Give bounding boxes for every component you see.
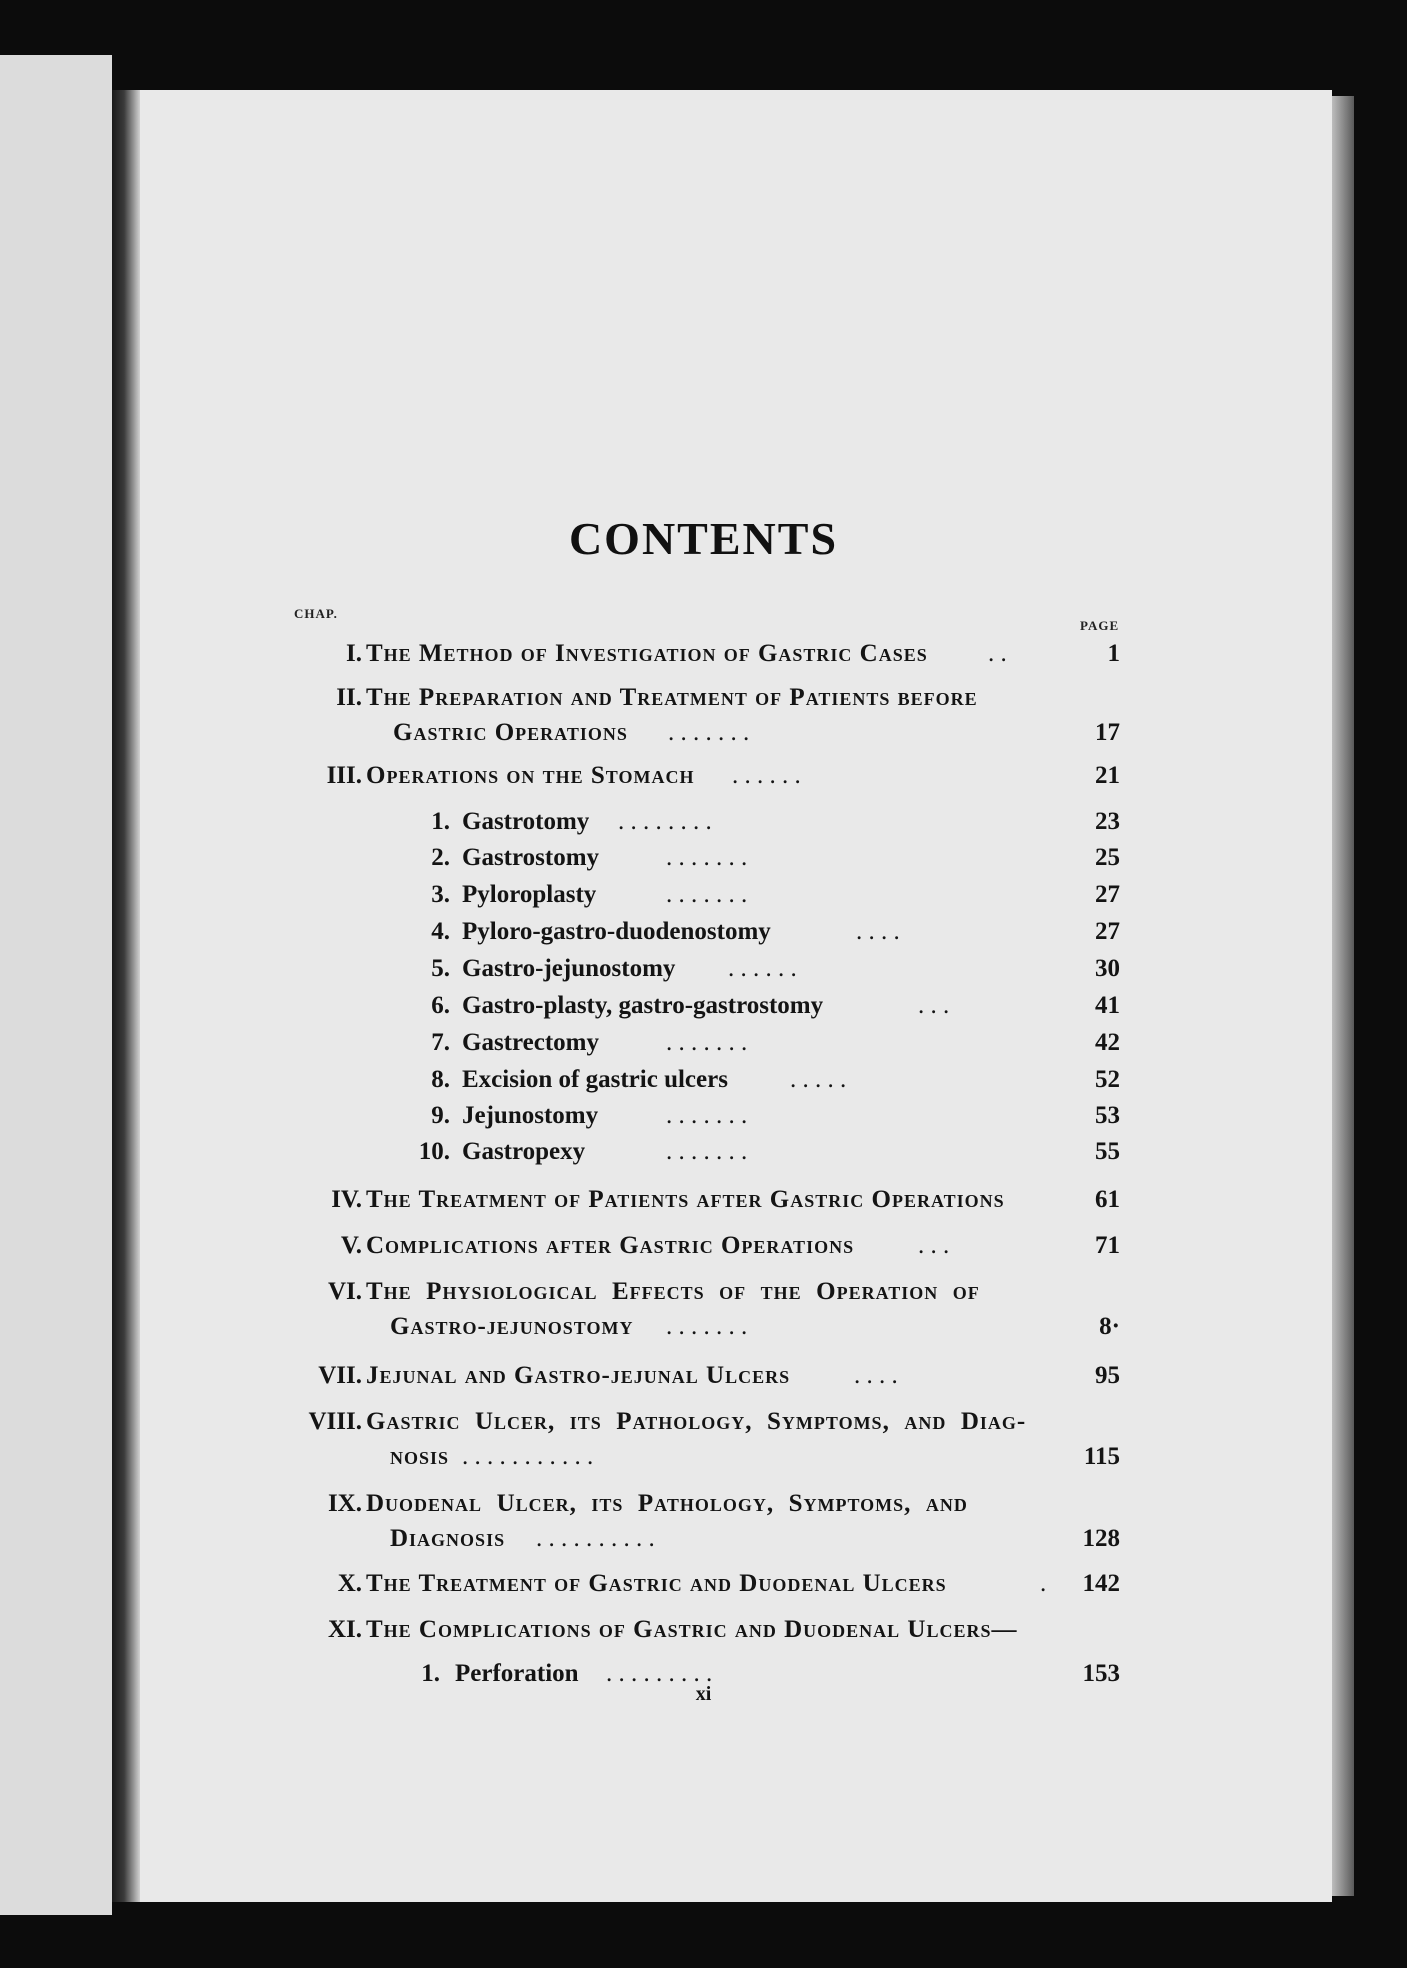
page-number: 27 (1095, 881, 1120, 908)
entry-title: Gastric Operations (393, 719, 628, 746)
entry-title: Duodenal Ulcer, its Pathology, Symptoms, and (366, 1490, 968, 1517)
leader-dots: . . . . . . . . (618, 808, 712, 835)
leader-dots: . . . . . . . (666, 1029, 748, 1056)
toc-entry-continuation (0, 719, 1407, 755)
entry-title: The Method of Investigation of Gastric Cases (366, 640, 928, 667)
section-number: 9. (431, 1102, 450, 1129)
entry-title: Diagnosis (390, 1525, 506, 1552)
toc-entry (0, 1616, 1407, 1652)
leader-dots: . . . . . . . (666, 844, 748, 871)
page-number: 53 (1095, 1102, 1120, 1129)
leader-dots: . . . . . . . (668, 719, 750, 746)
toc-entry-continuation (0, 1443, 1407, 1479)
toc-entry (0, 1362, 1407, 1398)
toc-subentry (0, 955, 1407, 991)
leader-dots: . . . (918, 992, 950, 1019)
toc-subentry (0, 992, 1407, 1028)
toc-subentry (0, 844, 1407, 880)
entry-title: The Physiological Effects of the Operation of (366, 1278, 980, 1305)
toc-entry (0, 762, 1407, 798)
page-number: 1 (1107, 640, 1120, 667)
entry-title: nosis (390, 1443, 450, 1470)
chapter-number: II. (336, 684, 362, 711)
page-number: 153 (1082, 1660, 1120, 1687)
leader-dots: . . . . (856, 918, 900, 945)
toc-entry-continuation (0, 1313, 1407, 1349)
entry-title: Gastrectomy (462, 1029, 599, 1056)
toc-subentry (0, 1138, 1407, 1174)
entry-title: Gastrostomy (462, 844, 600, 871)
leader-dots: . . . . (854, 1362, 898, 1389)
page-number: 21 (1095, 762, 1120, 789)
page-number: 8· (1099, 1313, 1120, 1340)
toc-entry-continuation (0, 1525, 1407, 1561)
entry-title: Complications after Gastric Operations (366, 1232, 855, 1259)
entry-title: The Complications of Gastric and Duodenal Ulcers— (366, 1616, 1018, 1643)
leader-dots: . . (988, 640, 1007, 667)
section-number: 2. (431, 844, 450, 871)
entry-title: The Preparation and Treatment of Patients before (366, 684, 978, 711)
toc-entry (0, 1490, 1407, 1526)
leader-dots: . . . . . . . (666, 1313, 748, 1340)
page-number: 115 (1083, 1443, 1120, 1470)
leader-dots: . . . . . . . (666, 881, 748, 908)
chapter-number: III. (326, 762, 362, 789)
leader-dots: . . . . . (790, 1066, 847, 1093)
page-number: 52 (1095, 1066, 1120, 1093)
page-number: 128 (1082, 1525, 1120, 1552)
page-number: 30 (1095, 955, 1120, 982)
leader-dots: . . . . . . . . . . . (462, 1443, 594, 1470)
leader-dots: . . . . . . . (666, 1138, 748, 1165)
section-number: 5. (431, 955, 450, 982)
page-title: CONTENTS (568, 513, 839, 564)
leader-dots: . (1040, 1570, 1047, 1597)
page-number: 25 (1095, 844, 1120, 871)
chapter-number: VI. (327, 1278, 362, 1305)
entry-title: Gastric Ulcer, its Pathology, Symptoms, and Diag- (366, 1408, 1027, 1435)
entry-title: Perforation (455, 1660, 579, 1687)
page-number: 61 (1095, 1186, 1120, 1213)
page-number: 142 (1082, 1570, 1120, 1597)
toc-entry (0, 684, 1407, 720)
section-number: 7. (431, 1029, 450, 1056)
toc-entry (0, 1232, 1407, 1268)
toc-entry (0, 1570, 1407, 1606)
page-number: 17 (1095, 719, 1120, 746)
page-number: 27 (1095, 918, 1120, 945)
toc-subentry (0, 1102, 1407, 1138)
entry-title: Operations on the Stomach (366, 762, 695, 789)
entry-title: Pyloro-gastro-duodenostomy (462, 918, 771, 945)
entry-title: Gastro-plasty, gastro-gastrostomy (462, 992, 824, 1019)
toc-subentry (0, 1066, 1407, 1102)
entry-title: Jejunostomy (462, 1102, 599, 1129)
section-number: 4. (431, 918, 450, 945)
leader-dots: . . . . . . . . . (606, 1660, 713, 1687)
section-number: 1. (431, 808, 450, 835)
chapter-number: V. (340, 1232, 362, 1259)
entry-title: The Treatment of Patients after Gastric Operations (366, 1186, 1005, 1213)
entry-title: The Treatment of Gastric and Duodenal Ulcers (366, 1570, 947, 1597)
toc-subentry (0, 918, 1407, 954)
section-number: 10. (418, 1138, 450, 1165)
page-number: 41 (1095, 992, 1120, 1019)
leader-dots: . . . . . . . (666, 1102, 748, 1129)
section-number: 1. (421, 1660, 440, 1687)
section-number: 3. (431, 881, 450, 908)
entry-title: Jejunal and Gastro-jejunal Ulcers (366, 1362, 791, 1389)
page-column-header: PAGE (1080, 618, 1120, 633)
chapter-number: I. (346, 640, 362, 667)
entry-title: Gastro-jejunostomy (462, 955, 676, 982)
chapter-number: IV. (331, 1186, 362, 1213)
leader-dots: . . . . . . (728, 955, 797, 982)
chapter-number: VIII. (308, 1408, 362, 1435)
toc-subentry (0, 1029, 1407, 1065)
entry-title: Gastropexy (462, 1138, 586, 1165)
folio-page-number: xi (695, 1683, 712, 1705)
page-number: 55 (1095, 1138, 1120, 1165)
toc-entry (0, 640, 1407, 676)
toc-entry (0, 1408, 1407, 1444)
toc-entry (0, 1186, 1407, 1222)
entry-title: Gastro-jejunostomy (390, 1313, 634, 1340)
toc-subentry (0, 881, 1407, 917)
section-number: 6. (431, 992, 450, 1019)
leader-dots: . . . . . . (732, 762, 801, 789)
page-number: 71 (1095, 1232, 1120, 1259)
chapter-number: IX. (327, 1490, 362, 1517)
chapter-number: X. (337, 1570, 362, 1597)
page-number: 42 (1095, 1029, 1120, 1056)
entry-title: Pyloroplasty (462, 881, 597, 908)
toc-entry (0, 1278, 1407, 1314)
chapter-number: XI. (327, 1616, 362, 1643)
chapter-number: VII. (318, 1362, 362, 1389)
chap-column-header: CHAP. (294, 606, 338, 621)
section-number: 8. (431, 1066, 450, 1093)
page-number: 23 (1095, 808, 1120, 835)
entry-title: Gastrotomy (462, 808, 590, 835)
leader-dots: . . . . . . . . . . (536, 1525, 655, 1552)
toc-subentry (0, 808, 1407, 844)
leader-dots: . . . (918, 1232, 950, 1259)
entry-title: Excision of gastric ulcers (462, 1066, 728, 1093)
page-number: 95 (1095, 1362, 1120, 1389)
